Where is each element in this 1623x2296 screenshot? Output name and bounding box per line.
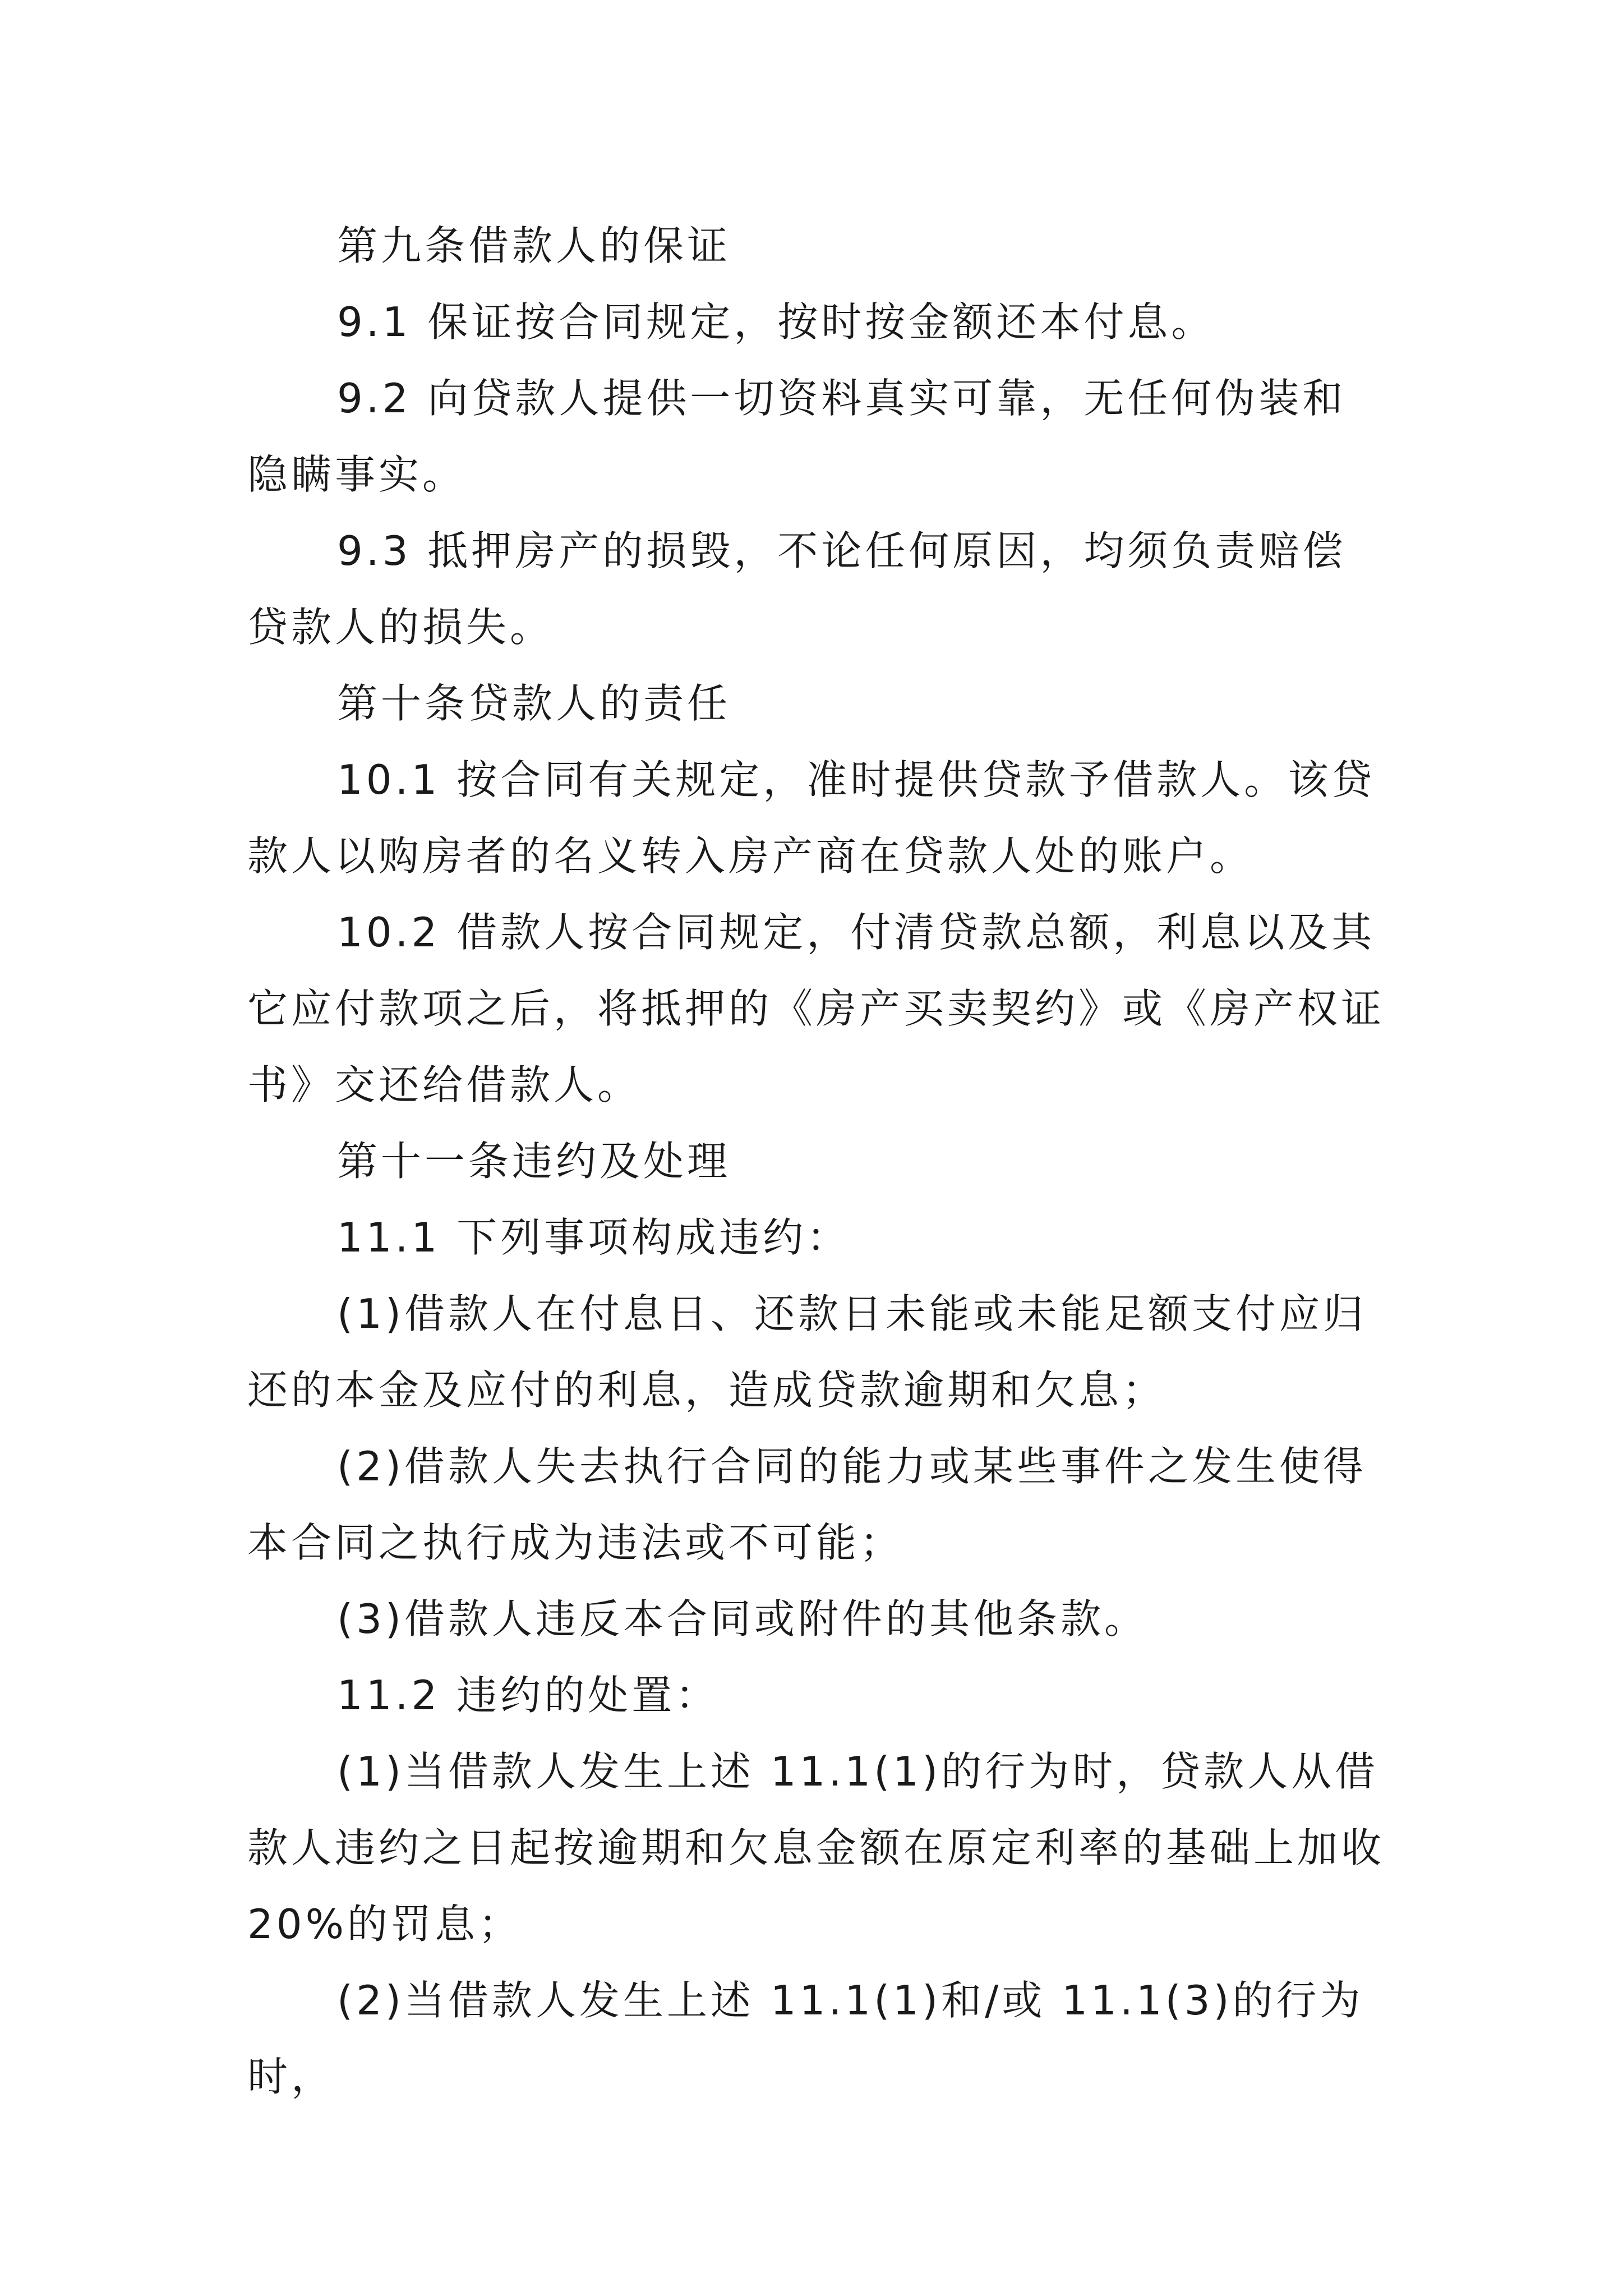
clause-11-1-item-3: (3)借款人违反本合同或附件的其他条款。 (337, 1595, 1148, 1642)
clause-11-1: 11.1 下列事项构成违约： (337, 1214, 851, 1261)
clause-11-1-item-1: (1)借款人在付息日、还款日未能或未能足额支付应归还的本金及应付的利息，造成贷款逾期和欠息； (247, 1290, 1367, 1414)
clause-11-2: 11.2 违约的处置： (337, 1672, 720, 1719)
clause-10-1: 10.1 按合同有关规定，准时提供贷款予借款人。该贷款人以购房者的名义转入房产商在贷款人处的账户。 (247, 756, 1376, 880)
clause-10-2: 10.2 借款人按合同规定，付清贷款总额，利息以及其它应付款项之后，将抵押的《房产买卖契约》或《房产权证书》交还给借款人。 (247, 909, 1385, 1108)
article-9-heading: 第九条借款人的保证 (337, 222, 731, 269)
document-body (247, 208, 1386, 2115)
article-10-heading: 第十条贷款人的责任 (337, 680, 731, 727)
clause-11-2-item-1: (1)当借款人发生上述 11.1(1)的行为时，贷款人从借款人违约之日起按逾期和欠息金额在原定利率的基础上加收20%的罚息； (247, 1748, 1385, 1948)
clause-11-1-item-2: (2)借款人失去执行合同的能力或某些事件之发生使得本合同之执行成为违法或不可能； (247, 1443, 1367, 1566)
clause-11-2-item-2: (2)当借款人发生上述 11.1(1)和/或 11.1(3)的行为时， (247, 1977, 1364, 2100)
clause-9-2: 9.2 向贷款人提供一切资料真实可靠，无任何伪装和隐瞒事实。 (247, 375, 1347, 498)
article-11-heading: 第十一条违约及处理 (337, 1138, 731, 1185)
clause-9-3: 9.3 抵押房产的损毁，不论任何原因，均须负责赔偿贷款人的损失。 (247, 527, 1347, 651)
clause-9-1: 9.1 保证按合同规定，按时按金额还本付息。 (337, 298, 1215, 346)
